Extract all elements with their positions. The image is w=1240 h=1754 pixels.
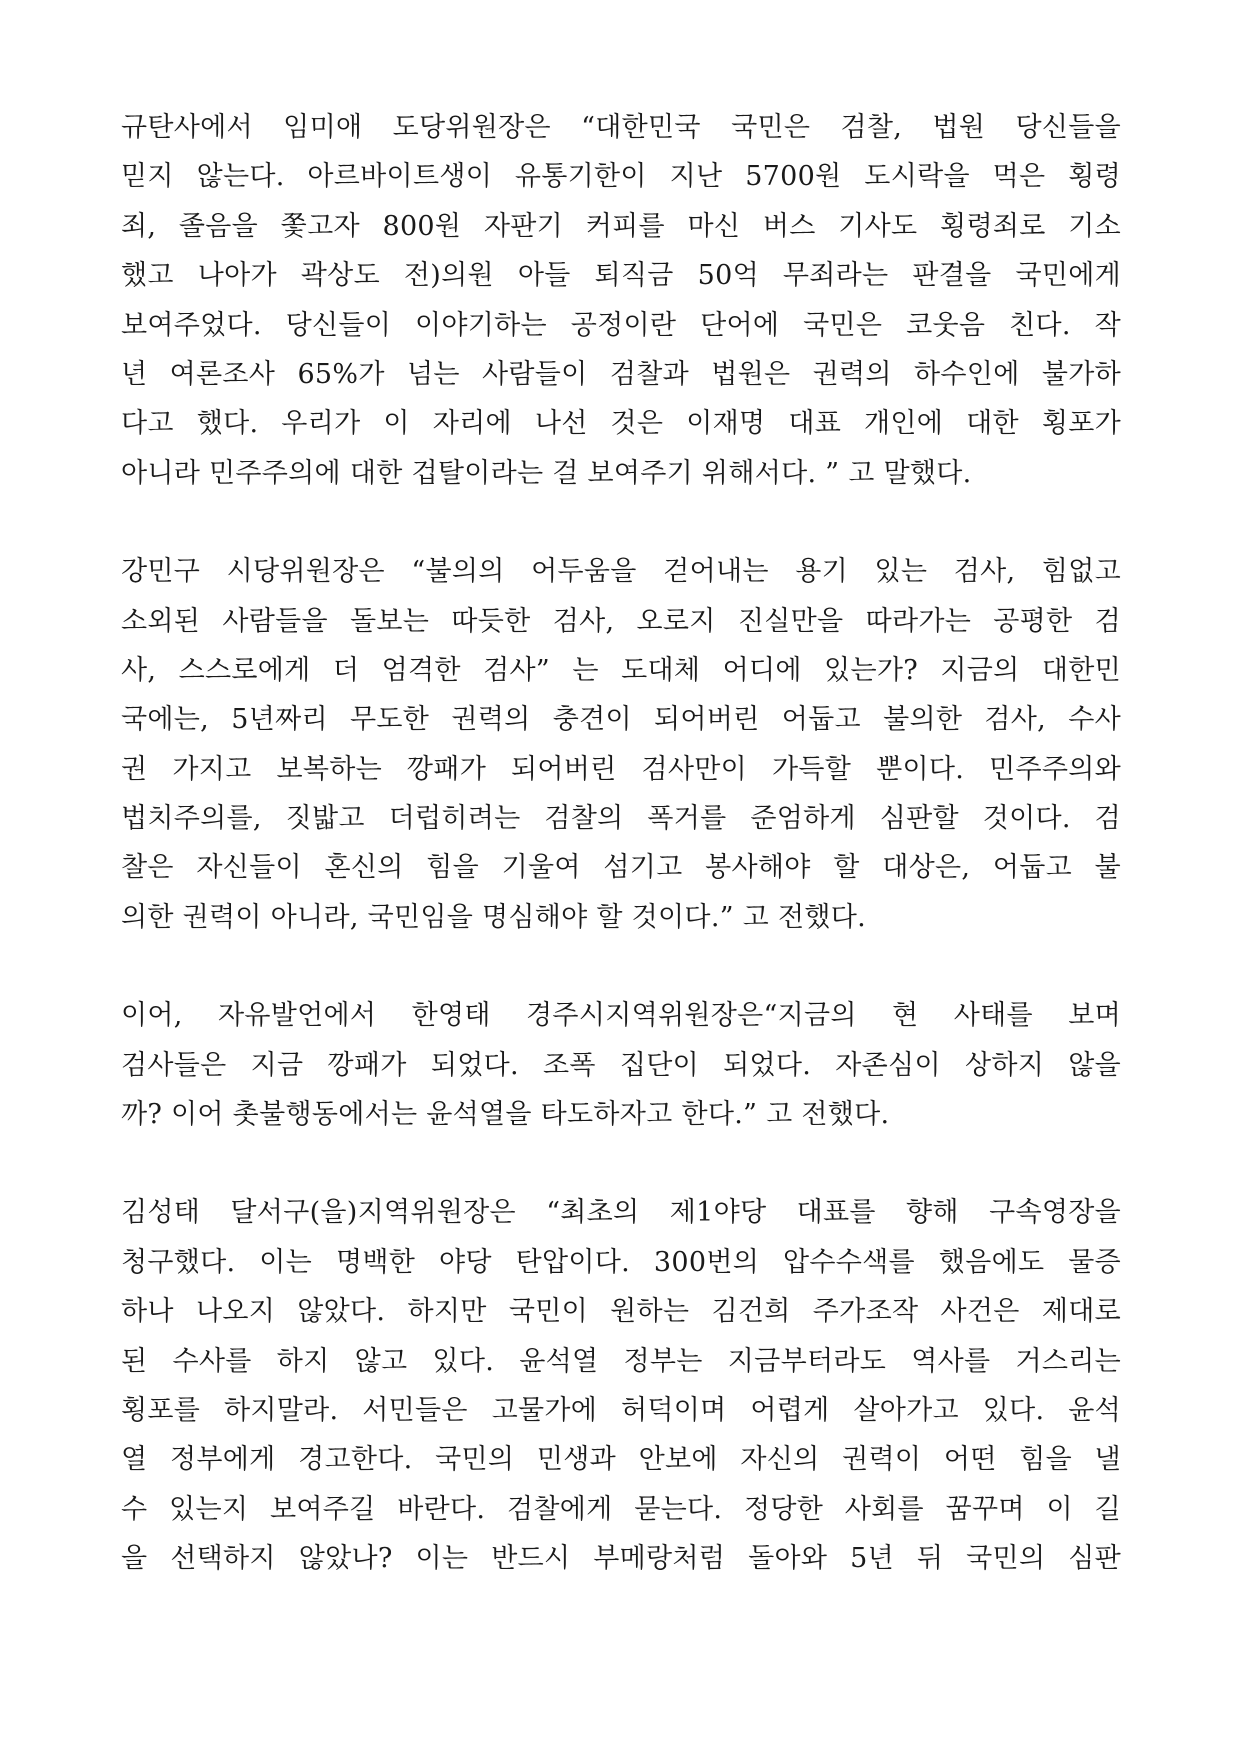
text-line: 을 선택하지 않았나? 이는 반드시 부메랑처럼 돌아와 5년 뒤 국민의 심판: [121, 1543, 1121, 1575]
text-line: 청구했다. 이는 명백한 야당 탄압이다. 300번의 압수수색를 했음에도 물증: [121, 1246, 1121, 1278]
text-line: 믿지 않는다. 아르바이트생이 유통기한이 지난 5700원 도시락을 먹은 횡령: [121, 161, 1121, 193]
paragraph-1: [121, 103, 1121, 498]
text-line: 아니라 민주주의에 대한 겁탈이라는 걸 보여주기 위해서다. ” 고 말했다.: [121, 457, 972, 489]
text-line: 규탄사에서 임미애 도당위원장은 “대한민국 국민은 검찰, 법원 당신들을: [121, 112, 1121, 143]
text-line: 김성태 달서구(을)지역위원장은 “최초의 제1야당 대표를 향해 구속영장을: [121, 1197, 1121, 1229]
text-line: 사, 스스로에게 더 엄격한 검사” 는 도대체 어디에 있는가? 지금의 대한민: [121, 654, 1121, 686]
text-line: 법치주의를, 짓밟고 더럽히려는 검찰의 폭거를 준엄하게 심판할 것이다. 검: [121, 803, 1121, 835]
text-line: 열 정부에게 경고한다. 국민의 민생과 안보에 자신의 권력이 어떤 힘을 낼: [121, 1444, 1121, 1476]
text-line: 이어, 자유발언에서 한영태 경주시지역위원장은“지금의 현 사태를 보며: [121, 1000, 1121, 1032]
text-line: 강민구 시당위원장은 “불의의 어두움을 걷어내는 용기 있는 검사, 힘없고: [121, 556, 1121, 588]
text-line: 하나 나오지 않았다. 하지만 국민이 원하는 김건희 주가조작 사건은 제대로: [121, 1296, 1121, 1328]
text-line: 까? 이어 촛불행동에서는 윤석열을 타도하자고 한다.” 고 전했다.: [121, 1099, 890, 1131]
text-line: 했고 나아가 곽상도 전)의원 아들 퇴직금 50억 무죄라는 판결을 국민에게: [121, 260, 1121, 292]
paragraph-2: [121, 547, 1121, 942]
paragraph-4: [121, 1188, 1121, 1583]
text-line: 년 여론조사 65%가 넘는 사람들이 검찰과 법원은 권력의 하수인에 불가하: [121, 358, 1121, 390]
paragraph-3: [121, 991, 1121, 1139]
text-line: 검사들은 지금 깡패가 되었다. 조폭 집단이 되었다. 자존심이 상하지 않을: [121, 1049, 1121, 1081]
text-line: 죄, 졸음을 쫓고자 800원 자판기 커피를 마신 버스 기사도 횡령죄로 기소: [121, 210, 1121, 242]
text-line: 수 있는지 보여주길 바란다. 검찰에게 묻는다. 정당한 사회를 꿈꾸며 이 길: [121, 1493, 1121, 1525]
text-line: 국에는, 5년짜리 무도한 권력의 충견이 되어버린 어둡고 불의한 검사, 수사: [121, 704, 1121, 736]
document-body: [121, 103, 1121, 1633]
text-line: 보여주었다. 당신들이 이야기하는 공정이란 단어에 국민은 코웃음 친다. 작: [121, 309, 1121, 341]
text-line: 찰은 자신들이 혼신의 힘을 기울여 섬기고 봉사해야 할 대상은, 어둡고 불: [121, 852, 1121, 884]
text-line: 횡포를 하지말라. 서민들은 고물가에 허덕이며 어렵게 살아가고 있다. 윤석: [121, 1394, 1121, 1426]
text-line: 다고 했다. 우리가 이 자리에 나선 것은 이재명 대표 개인에 대한 횡포가: [121, 408, 1121, 440]
text-line: 소외된 사람들을 돌보는 따듯한 검사, 오로지 진실만을 따라가는 공평한 검: [121, 605, 1121, 637]
text-line: 의한 권력이 아니라, 국민임을 명심해야 할 것이다.” 고 전했다.: [121, 901, 866, 933]
text-line: 된 수사를 하지 않고 있다. 윤석열 정부는 지금부터라도 역사를 거스리는: [121, 1345, 1121, 1377]
text-line: 권 가지고 보복하는 깡패가 되어버린 검사만이 가득할 뿐이다. 민주주의와: [121, 753, 1121, 785]
